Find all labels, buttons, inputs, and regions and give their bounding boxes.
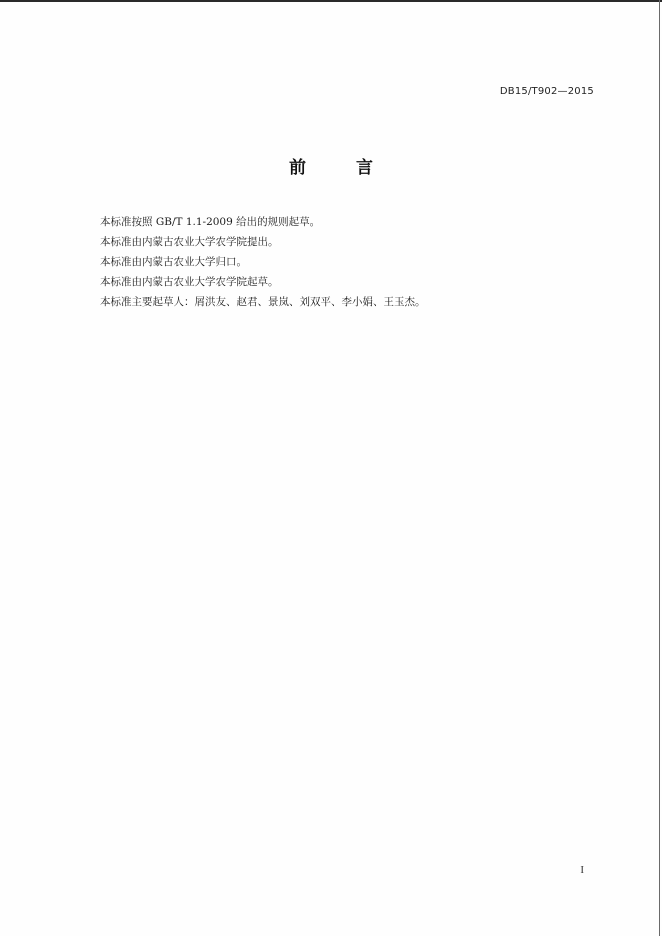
- page-number: I: [580, 864, 584, 876]
- paragraph-drafting-rules: 本标准按照 GB/T 1.1-2009 给出的规则起草。: [100, 216, 321, 228]
- scan-edge-right: [659, 0, 660, 936]
- paragraph-drafted-by: 本标准由内蒙古农业大学农学院起草。: [100, 276, 279, 288]
- paragraph-main-drafters: 本标准主要起草人：屑洪友、赵君、景岚、刘双平、李小娟、王玉杰。: [100, 296, 426, 308]
- scan-edge-top: [0, 0, 662, 2]
- paragraph-under-jurisdiction: 本标准由内蒙古农业大学归口。: [100, 256, 247, 268]
- preface-body: [100, 212, 580, 312]
- paragraph-proposed-by: 本标准由内蒙古农业大学农学院提出。: [100, 236, 279, 248]
- document-code: DB15/T902—2015: [499, 86, 594, 97]
- section-title: 前 言: [289, 158, 395, 178]
